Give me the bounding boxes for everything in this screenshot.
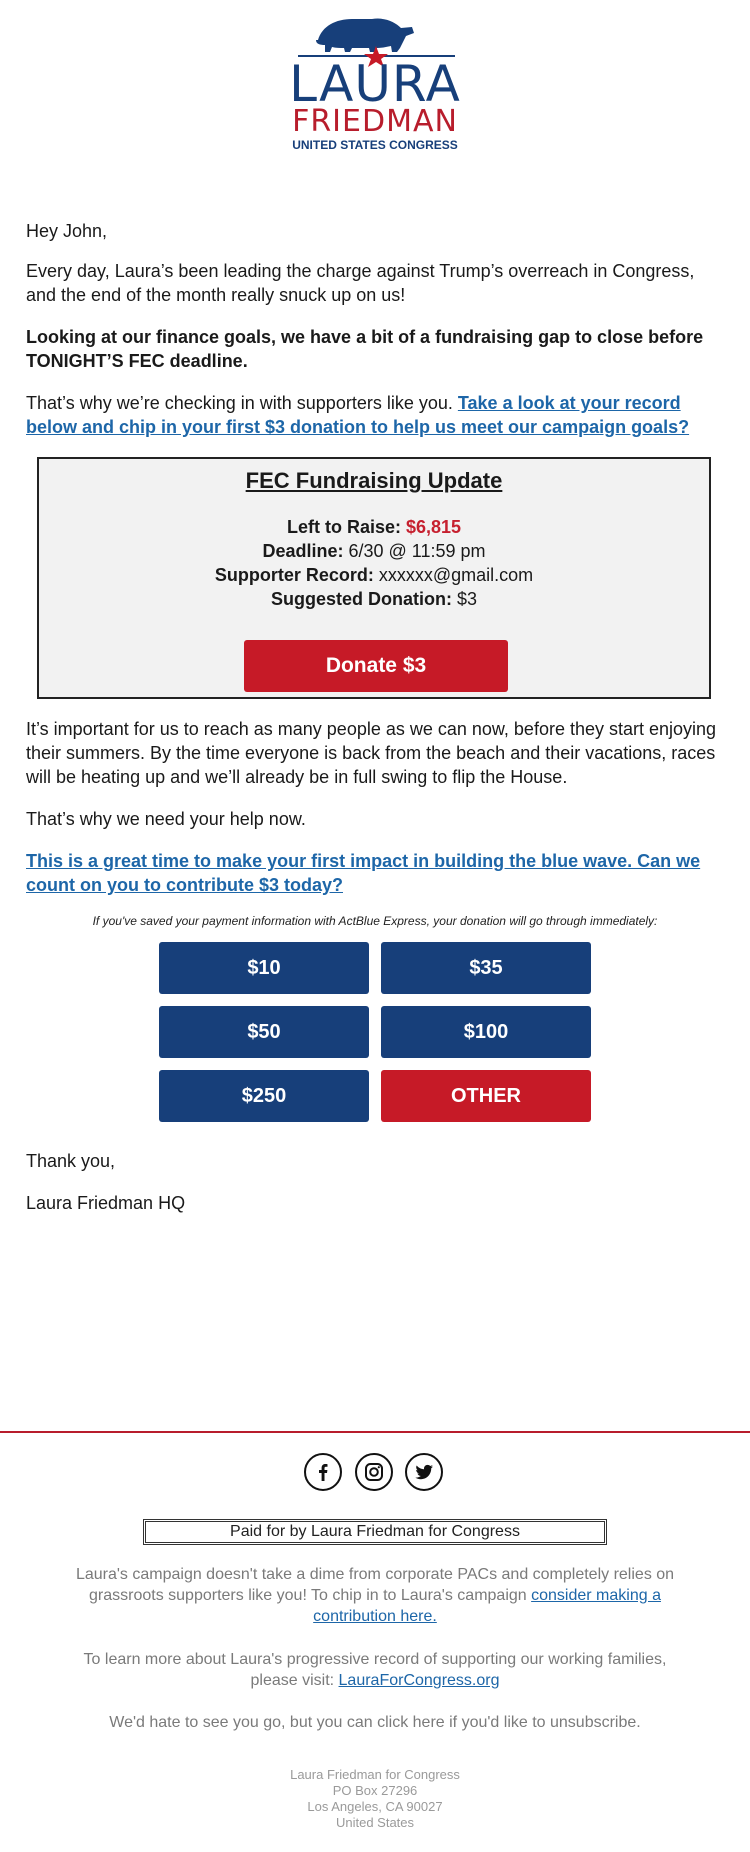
actblue-express-note: If you've saved your payment information with ActBlue Express, your donation will go through immediately: <box>92 914 658 928</box>
suggested-donation-label: Suggested Donation: <box>270 589 452 609</box>
footer-divider <box>0 1431 750 1433</box>
checking-in-paragraph <box>26 391 726 439</box>
website-link[interactable]: LauraForCongress.org <box>338 1672 500 1689</box>
supporter-record-label: Supporter Record: <box>214 565 374 585</box>
deadline-label: Deadline: <box>262 541 344 561</box>
logo-name-line1: LAURA <box>289 55 461 113</box>
fec-update-box <box>37 457 711 699</box>
suggested-donation-row <box>39 587 709 611</box>
need-help-paragraph: That’s why we need your help now. <box>26 809 306 829</box>
logo-subtitle: UNITED STATES CONGRESS <box>292 138 458 152</box>
donate-3-button[interactable]: Donate $3 <box>244 640 508 692</box>
blue-wave-link[interactable]: This is a great time to make your first impact in building the blue wave. Can we count on you to contribute $3 today? <box>26 851 701 895</box>
fundraising-gap-paragraph: Looking at our finance goals, we have a bit of a fundraising gap to close before TONIGHT’S FEC deadline. <box>26 327 704 371</box>
campaign-logo <box>0 0 750 165</box>
summer-paragraph: It’s important for us to reach as many people as we can now, before they start enjoying their summers. By the time everyone is back from the beach and their vacations, races will be heating up and we’ll already be in full swing to flip the House. <box>26 719 717 787</box>
pac-text: Laura's campaign doesn't take a dime from corporate PACs and completely relies on grassroots supporters like you! To chip in to Laura's campaign <box>75 1566 675 1604</box>
suggested-donation-value: $3 <box>456 589 478 609</box>
address-line-1: Laura Friedman for Congress <box>290 1767 460 1782</box>
learn-more-text: To learn more about Laura's progressive record of supporting our working families, please visit: <box>83 1651 667 1689</box>
facebook-icon[interactable] <box>304 1453 342 1491</box>
record-donate-link[interactable]: Take a look at your record below and chip in your first $3 donation to help us meet our campaign goals? <box>26 393 690 437</box>
supporter-record-row <box>39 563 709 587</box>
supporter-record-value: xxxxxx@gmail.com <box>378 565 534 585</box>
contribution-link[interactable]: consider making a contribution here. <box>313 1587 661 1625</box>
donate-10-button[interactable]: $10 <box>159 942 369 994</box>
donate-50-button[interactable]: $50 <box>159 1006 369 1058</box>
donate-250-button[interactable]: $250 <box>159 1070 369 1122</box>
donate-other-button[interactable]: OTHER <box>381 1070 591 1122</box>
learn-more-paragraph <box>75 1649 675 1691</box>
address-line-4: United States <box>335 1815 415 1830</box>
donate-100-button[interactable]: $100 <box>381 1006 591 1058</box>
signoff: Thank you, <box>26 1151 116 1171</box>
logo-name-line2: FRIEDMAN <box>292 104 458 139</box>
greeting: Hey John, <box>26 221 108 241</box>
left-to-raise-value: $6,815 <box>405 517 462 537</box>
unsubscribe-text[interactable]: We'd hate to see you go, but you can click here if you'd like to unsubscribe. <box>109 1714 641 1731</box>
left-to-raise-label: Left to Raise: <box>286 517 401 537</box>
checking-in-text: That’s why we’re checking in with supporters like you. <box>26 393 453 413</box>
paid-for-disclaimer: Paid for by Laura Friedman for Congress <box>143 1519 607 1545</box>
address-line-3: Los Angeles, CA 90027 <box>307 1799 443 1814</box>
twitter-icon[interactable] <box>405 1453 443 1491</box>
fec-update-title: FEC Fundraising Update <box>245 468 503 493</box>
deadline-row <box>39 539 709 563</box>
instagram-icon[interactable] <box>355 1453 393 1491</box>
signature: Laura Friedman HQ <box>26 1193 186 1213</box>
deadline-value: 6/30 @ 11:59 pm <box>348 541 486 561</box>
pac-paragraph <box>75 1564 675 1627</box>
blue-wave-paragraph <box>26 849 726 897</box>
left-to-raise-row <box>39 515 709 539</box>
address-line-2: PO Box 27296 <box>332 1783 418 1798</box>
intro-paragraph: Every day, Laura’s been leading the charge against Trump’s overreach in Congress, and the end of the month really snuck up on us! <box>26 261 695 305</box>
donate-35-button[interactable]: $35 <box>381 942 591 994</box>
